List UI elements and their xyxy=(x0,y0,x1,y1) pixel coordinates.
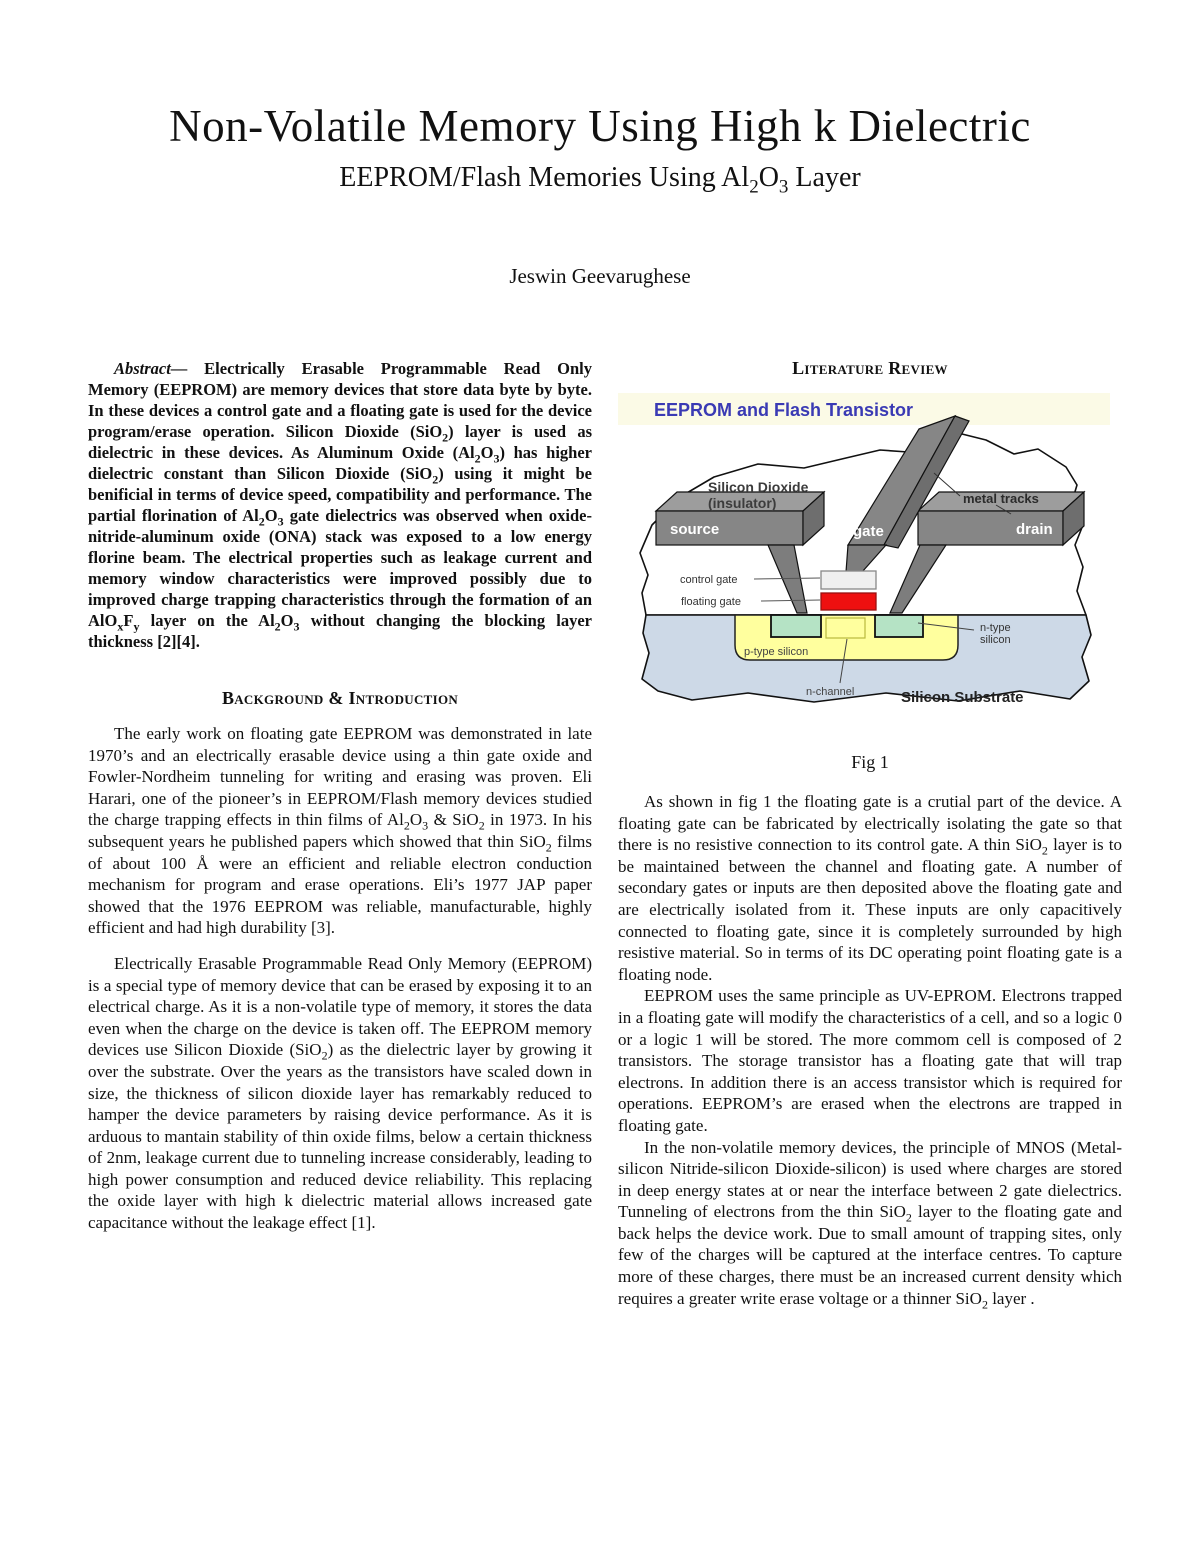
metal-tracks-label: metal tracks xyxy=(963,491,1039,506)
paper-subtitle: EEPROM/Flash Memories Using $Al_2O_3$ Layer xyxy=(339,162,861,198)
n-type-region-left xyxy=(771,615,821,637)
floating-gate-box xyxy=(821,593,876,610)
abstract-body: Electrically Erasable Programmable Read Only Memory (EEPROM) are memory devices that store data byte by byte. In these devices a control gate and a floating gate is used for the device program/erase operation. Silicon Dioxide (SiO$_2$) layer is used as dielectric in these devices. As Aluminum Oxide $(Al_2O_3)$ has higher dielectric constant than Silicon Dioxide (SiO$_2$) using it might be benificial in terms of device speed, compatibility and performance. The partial florination of $Al_2O_3$ gate dielectrics was observed when oxide-nitride-aluminum oxide (ONA) stack was exposed to a low energy florine beam. The electrical properties such as leakage current and memory window characteristics were improved possibly due to improved charge trapping characteristics through the formation of an $AlO_xF_y$ layer on the $Al_2O_3$ without changing the blocking layer thickness [2][4]. xyxy=(88,359,592,651)
abstract-paragraph xyxy=(88,358,592,652)
silicon-substrate-label: Silicon Substrate xyxy=(901,689,1024,706)
background-paragraph-1: The early work on floating gate EEPROM was demonstrated in late 1970’s and an electrically erasable device using a thin gate oxide and Fowler-Nordheim tunneling for writing and erasing was proven. Eli Harari, one of the pioneer’s in EEPROM/Flash memory devices studied the charge trapping effects in thin films of $Al_2O_3$ & SiO$_2$ in 1973. In his subsequent years he published papers which showed that thin SiO$_2$ films of about 100 Å were an efficient and reliable electron conduction mechanism for program and erase operations. Eli’s 1977 JAP paper showed that the 1976 EEPROM was reliable, manufacturable, highly efficient and had high durability [3]. xyxy=(88,724,593,938)
two-column-body xyxy=(0,358,1200,1312)
drain-label: drain xyxy=(1016,521,1053,538)
left-column xyxy=(88,358,592,1309)
paper-author: Jeswin Geevarughese xyxy=(509,264,691,288)
literature-paragraph-3: In the non-volatile memory devices, the principle of MNOS (Metal-silicon Nitride-silicon Dioxide-silicon) is used where charges are stored in deep energy states at or near the interface between 2 gate dielectrics. Tunneling of electrons from the thin SiO$_2$ layer to the floating gate and back helps the device work. Due to small amount of trapping sites, only few of the charges will be captured at the interface centres. To capture more of these charges, there must be an increased current density which requires a greater write erase voltage or a thinner SiO$_2$ layer . xyxy=(618,1137,1122,1312)
literature-paragraph-2: EEPROM uses the same principle as UV-EPROM. Electrons trapped in a floating gate will modify the characteristics of a cell, and so a logic 0 or a logic 1 will be stored. The more commom cell is composed of 2 transistors. The storage transistor has a floating gate that will trap electrons. In addition there is an access transistor which is required for operations. EEPROM’s are erased when the electrons are trapped in floating gate. xyxy=(618,986,1122,1135)
paper-header xyxy=(0,0,1200,288)
figure-caption: Fig 1 xyxy=(851,752,889,772)
literature-paragraph-1: As shown in fig 1 the floating gate is a crutial part of the device. A floating gate can be fabricated by electrically isolating the gate so that there is no resistive connection to its control gate. A thin SiO$_2$ layer is to be maintained between the channel and floating gate. A number of secondary gates or inputs are then deposited above the floating gate and are electrically isolated from it. These inputs are only capacitively connected to floating gate, since it is completely surrounded by high resistive material. So in terms of its DC operating point floating gate is a floating node. xyxy=(618,792,1122,984)
silicon-dioxide-label-line1: Silicon Dioxide xyxy=(708,479,809,495)
control-gate-label: control gate xyxy=(680,574,738,586)
abstract-lead-in: Abstract— xyxy=(114,359,188,378)
n-type-label-line1: n-type xyxy=(980,622,1011,634)
n-channel-box xyxy=(826,618,865,638)
section-heading-background: Background & Introduction xyxy=(221,688,459,708)
gate-label: gate xyxy=(853,523,884,540)
n-channel-label: n-channel xyxy=(806,686,855,698)
n-type-label-line2: silicon xyxy=(980,634,1011,646)
floating-gate-label: floating gate xyxy=(681,596,741,608)
right-column xyxy=(618,358,1122,1312)
paper-title: Non-Volatile Memory Using High k Dielectric xyxy=(169,101,1031,151)
background-paragraph-2: Electrically Erasable Programmable Read Only Memory (EEPROM) is a special type of memory device that can be erased by exposing it to an electrical charge. As it is a non-volatile type of memory, it stores the data even when the charge on the device is taken off. The EEPROM memory devices use Silicon Dioxide (SiO$_2$) as the dielectric layer by growing it over the substrate. Over the years as the transistors have scaled down in size, the thickness of silicon dioxide layer has remarkably reduced to hamper the device parameters by raising device performance. As it is arduous to mantain stability of thin oxide films, below a certain thickness of 2nm, leakage current due to tunneling increase considerably, leading to high power consumption and reduced device reliability. This replacing the oxide layer with high k dielectric material allows increased gate capacitance without the leakage effect [1]. xyxy=(88,953,592,1233)
fig-title: EEPROM and Flash Transistor xyxy=(654,400,914,420)
section-heading-literature: Literature Review xyxy=(792,358,948,378)
silicon-dioxide-label-line2: (insulator) xyxy=(708,495,777,511)
p-type-label: p-type silicon xyxy=(744,646,809,658)
n-type-region-right xyxy=(875,615,923,637)
figure-1 xyxy=(618,393,1122,773)
control-gate-box xyxy=(821,571,876,589)
source-label: source xyxy=(670,521,720,538)
fig1-diagram xyxy=(618,393,1110,741)
